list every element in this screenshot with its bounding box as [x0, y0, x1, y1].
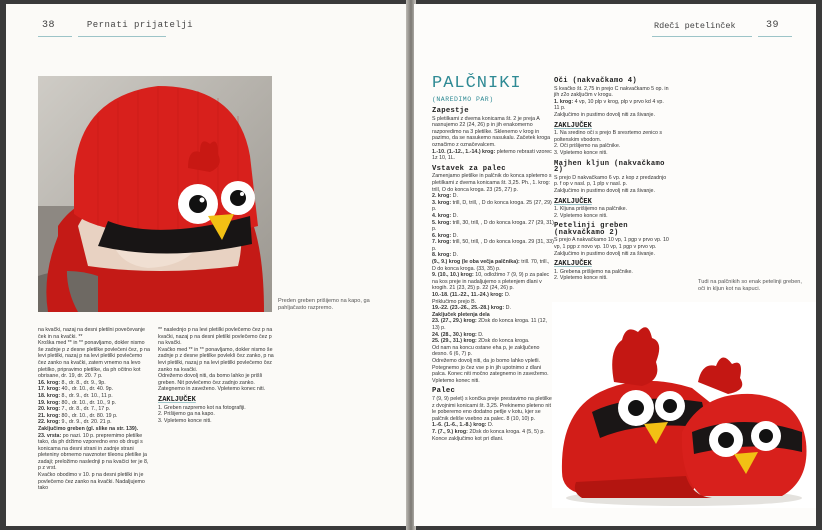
- row-label: 20. krog:: [38, 406, 61, 413]
- row-label: 3. krog:: [432, 199, 452, 206]
- right-page: [414, 4, 816, 526]
- pattern-line: [554, 86, 670, 99]
- row-text: D.: [476, 331, 484, 338]
- row-text: S pletilkami z dvema konicama št. 2 je preja A nasnujemo 22 (24, 26) p in jih enakomerno razporedimo na 3 pletilke. Sklenemo v krog in pazimo, da se nasukemo nasukalu. Začetek kroga označimo z označevalcem.: [432, 115, 551, 148]
- pattern-line: [432, 272, 554, 292]
- pattern-line: [432, 259, 554, 272]
- row-text: 40., dr. 10., dr. 40. 9p.: [60, 386, 114, 393]
- pattern-line: [554, 112, 670, 119]
- row-text: 3. Vpletemo konce niti.: [158, 417, 212, 424]
- row-text: 3. Vpletemo konce niti.: [554, 149, 608, 156]
- child-in-rooster-hat-image: [38, 76, 272, 312]
- row-text: D.: [503, 292, 511, 299]
- row-text: trill, D, trill, , D do konca kroga. 25 (27, 29) p.: [432, 199, 552, 213]
- row-text: D.: [504, 305, 511, 312]
- pattern-line: [554, 275, 670, 282]
- row-text: 2. Vpletemo konce niti.: [554, 275, 608, 282]
- row-text: Zaključimo in pustimo dovolj niti za šivanje.: [554, 250, 655, 257]
- section-heading: Oči (nakvačkamo 4): [554, 77, 638, 85]
- folio-rule: [652, 36, 752, 37]
- row-label: 18. krog:: [38, 392, 61, 399]
- pattern-line: [432, 193, 554, 200]
- pattern-line: [432, 173, 554, 193]
- pattern-line: [158, 327, 276, 347]
- pattern-line: [158, 411, 276, 418]
- row-text: 1. Kljuna prišijemo na palčnike.: [554, 206, 628, 213]
- row-text: Odrežemo dovolj niti, da jo bomo lahko vpletli. Potegnemo jo čez vse p in jih upotnimo z dlani palca. Konec niti močno zategnemo in zavežemo. Vpletemo konec niti.: [432, 357, 549, 384]
- row-text: 1. Greben razpremo kot na fotografiji.: [158, 404, 246, 411]
- row-label: 10.-18. (11.-22., 11.-24.) krog:: [432, 292, 504, 299]
- row-label: 4. krog:: [432, 212, 452, 219]
- row-text: D.: [451, 193, 458, 200]
- section-heading: Zapestje: [432, 107, 469, 115]
- row-label: 5. krog:: [432, 219, 452, 226]
- row-text: 8., dr. 8., dr. 9., 9p.: [60, 379, 106, 386]
- row-text: 7 (9, 9) pelet) s končka preje prestavimo na pletilke z dvojnimi konicami št. 3,25. Prekinemo pleteno nit le poberemo eno dodatno petlje v kotu, kjer se palčnik deliše vsebno za palec. 8 (10, 10) p.: [432, 395, 552, 422]
- pattern-line: [554, 269, 670, 276]
- pattern-line: [38, 426, 150, 433]
- pattern-column-2-body: [158, 327, 276, 393]
- pattern-line: [432, 305, 554, 312]
- row-label: 17. krog:: [38, 386, 61, 393]
- pattern-line: [554, 143, 670, 150]
- pattern-line: [554, 175, 670, 188]
- row-text: S prejo A nakvačkamo 10 vp, 1 pgp v prvo vp. 10 vp, 1 pgp z novo vp. 10 vp, 1 pgp v prvo vp.: [554, 237, 669, 251]
- pattern-line: [38, 472, 150, 492]
- row-text: Od nam na koncu ostane eha p, je zaključeno desno. 6 (6, 7) p.: [432, 344, 540, 358]
- row-text: trill, 30, trill, , D do konca kroga. 27 (29, 31) p.: [432, 219, 554, 233]
- row-label: 23. (27., 29.) krog:: [432, 318, 477, 325]
- row-label: Zaključek pletenja dela: [432, 311, 490, 318]
- pattern-line: [554, 130, 670, 143]
- pattern-column-1: [432, 108, 554, 442]
- row-text: 10, odložimo 7 (9, 9) p za palec na kos preje in nadaljujemo s pletenjem dlani v krogih. 21 (23, 25) p. 22 (24, 26) p.: [432, 272, 550, 292]
- row-label: Zaključimo greben (gl. slike na str. 139).: [38, 425, 139, 432]
- pattern-line: [432, 436, 554, 443]
- pattern-line: [432, 299, 554, 306]
- pattern-line: [554, 206, 670, 213]
- row-text: Zaključimo in pustimo dovolj niti za šivanje.: [554, 187, 655, 194]
- pattern-column-1: [38, 327, 150, 492]
- row-text: Priklučimo prejo B.: [432, 298, 477, 305]
- pattern-line: [432, 332, 554, 339]
- row-text: Kvačko obodimo v 10. p na desni pletilki in je povlečemo čez zanko na kvački. Nadaljujemo tako: [38, 472, 145, 492]
- mittens-photo: [552, 302, 816, 508]
- row-text: trill, 50, trill, , D do konca kroga. 29 (31, 33) p.: [432, 239, 554, 252]
- pattern-title: PALČNIKI: [432, 74, 522, 93]
- row-text: na kvački, nazaj na desni pletilni povečevanje ček in na kvački. **: [38, 327, 145, 340]
- pattern-line: [38, 327, 150, 340]
- row-label: 21. krog:: [38, 412, 61, 419]
- pattern-line: [432, 200, 554, 213]
- pattern-line: [38, 433, 150, 473]
- pattern-line: [554, 99, 670, 112]
- section-heading: Vstavek za palec: [432, 164, 506, 173]
- page-number: 39: [766, 20, 780, 31]
- pattern-line: [38, 419, 150, 426]
- photo-caption: Tudi na palčnikih so enak petelinji greben, oči in kljun kot na kapuci.: [698, 279, 802, 293]
- pattern-column-2: [554, 78, 670, 282]
- right-folio: [766, 20, 779, 31]
- row-text: Zamenjamo pletilke in palčnik do konca spletemo s pletilkami z dvema konicama št. 3,25. Ph., 1. krog: trill, O do konca kroga. 23 (25, 27) p.: [432, 173, 552, 193]
- row-label: 25. (29., 31.) krog:: [432, 338, 477, 345]
- row-text: ** naslednjo p na levi pletilki povlečemo čez p na kvački, nazaj p na desni pletilki povlečemo čez p na kvački.: [158, 327, 273, 347]
- row-label: 19. krog:: [38, 399, 61, 406]
- row-label: 1.-10. (1.-12., 1.-14.) krog:: [432, 148, 496, 155]
- pattern-line: [38, 413, 150, 420]
- row-text: D.: [451, 212, 458, 219]
- row-text: D.: [486, 422, 494, 429]
- row-text: 2Dsk do konca kroga. 11 (12, 13) p.: [432, 318, 548, 331]
- row-text: 2. Vpletemo konce niti.: [554, 212, 608, 219]
- pattern-line: [432, 312, 554, 319]
- pattern-line: [432, 213, 554, 220]
- running-title-right: Rdeči petelinček: [654, 21, 736, 31]
- row-label: 16. krog:: [38, 379, 61, 386]
- pattern-line: [432, 358, 554, 384]
- finishing-heading: ZAKLJUČEK: [554, 260, 592, 269]
- finishing-heading: ZAKLJUČEK: [554, 121, 592, 130]
- row-text: 2. Oči prišijemo na palčnike.: [554, 143, 621, 150]
- pattern-line: [554, 237, 670, 250]
- row-text: 9., dr. 9., dr. 20. 21 p.: [60, 419, 112, 426]
- pattern-line: [38, 380, 150, 387]
- left-page: [6, 4, 408, 526]
- row-text: 80., dr. 10., dr. 80. 19 p.: [60, 412, 118, 419]
- row-text: 2. Prišijemo ga na kapo.: [158, 411, 215, 418]
- row-text: 80., dr. 10., dr. 10., 9 p.: [60, 399, 117, 406]
- section-heading: Petelinji greben (nakvačkamo 2): [554, 222, 628, 237]
- finishing-steps: [158, 405, 276, 425]
- finishing-heading: ZAKLJUČEK: [554, 197, 592, 206]
- pattern-line: [432, 429, 554, 436]
- row-text: 8., dr. 9., dr. 10., 11 p.: [60, 392, 113, 399]
- row-label: 1. krog:: [554, 98, 574, 105]
- pattern-line: [432, 239, 554, 252]
- row-text: trill. 70, trill., D do konca kroga. (33, 35) p.: [432, 259, 550, 272]
- left-folio: [42, 20, 193, 31]
- running-title: Pernati prijatelji: [86, 20, 194, 30]
- row-text: 4 vp, 10 plp v krog, plp v prvo kd 4 vp. 11 p.: [554, 98, 664, 112]
- rooster-mittens-image: [552, 302, 816, 508]
- row-label: 6. krog:: [432, 232, 452, 239]
- row-label: 7. (7., 9.) krog:: [432, 428, 468, 435]
- row-label: 2. krog:: [432, 193, 452, 200]
- pattern-line: [554, 150, 670, 157]
- row-text: 7., dr. 8., dr. 7., 17 p.: [60, 406, 111, 413]
- row-label: 7. krog:: [432, 239, 452, 246]
- pattern-line: [38, 340, 150, 380]
- row-label: 22. krog:: [38, 419, 61, 426]
- pattern-line: [432, 318, 554, 331]
- pattern-line: [432, 338, 554, 345]
- row-text: Kroška med ** in ** ponavljamo, dokler nismo še zadnje p z desne pletilke povlečeni čez, p na levi pletilki, nazaj p na levi pletilki povlečemo čez zanko na kvački, zatem vrnemo na levo pletilko, pripravimo pletilke, da ph očitno kot obrisane, dr. 19, dr. 20. 7 p.: [38, 340, 150, 380]
- pattern-line: [432, 252, 554, 259]
- row-label: 9. (10., 10.) krog:: [432, 272, 474, 279]
- row-text: D.: [451, 232, 458, 239]
- pattern-column-2: [158, 327, 276, 424]
- pattern-line: [432, 220, 554, 233]
- folio-rule: [758, 36, 792, 37]
- row-text: pletemo rebrasti vzorec 1z 10, 1L.: [432, 148, 552, 162]
- row-text: 1. Grebena prišijemo na palčnike.: [554, 268, 633, 275]
- pattern-line: [554, 188, 670, 195]
- pattern-line: [38, 406, 150, 413]
- pattern-line: [432, 345, 554, 358]
- pattern-line: [38, 400, 150, 407]
- section-heading: Majhen kljun (nakvačkamo 2): [554, 159, 665, 175]
- pattern-line: [432, 422, 554, 429]
- pattern-subtitle: (NAREDIMO PAR): [432, 96, 494, 103]
- pattern-line: [158, 373, 276, 393]
- row-text: Zaključimo in pustimo dovolj niti za šivanje.: [554, 111, 655, 118]
- pattern-line: [432, 396, 554, 422]
- row-text: po nazi. 10 p. prepremimo pletilke tako, da ph držimo vzporedno eno ob drugi s konicama na desni strani in zadnje strani pleteniny obrnemo navznoter tileonu pletilke ja zadaji; preložimo naslednji p na kvačici ter je 8, p z vrst.: [38, 432, 149, 472]
- pattern-line: [432, 292, 554, 299]
- row-text: 1. Na sredino oči s prejo B sresrtemo zenico s poltenskim vbodom.: [554, 130, 663, 143]
- row-label: 19.-22. (23.-26., 25.-28.) krog:: [432, 305, 505, 312]
- child-hat-photo: [38, 76, 272, 312]
- pattern-line: [158, 347, 276, 373]
- row-label: 8. krog:: [432, 252, 452, 259]
- pattern-line: [158, 405, 276, 412]
- folio-rule: [78, 36, 166, 37]
- pattern-line: [38, 386, 150, 393]
- row-label: 23. vrsta:: [38, 432, 62, 439]
- page-number: 38: [42, 20, 56, 31]
- row-text: S kvačko št. 2,75 in prejo C nakvačkamo 5 op. in jih z2o zaključim v krogu.: [554, 85, 669, 99]
- row-label: 1.-6. (1.-6., 1.-8.) krog:: [432, 422, 487, 429]
- row-text: 2Dsk do konca kroga. 4 (5, 5) p.: [467, 428, 545, 435]
- pattern-line: [554, 213, 670, 220]
- section-heading: Palec: [432, 387, 456, 396]
- row-text: S prejo D nakvačkamo 6 vp. z kop z predzadnjo p. f op v nasl. p, 1 plp v nasl. p.: [554, 174, 667, 188]
- row-text: D.: [451, 252, 458, 259]
- photo-caption: Preden greben prišijemo na kapo, ga pahljačasto razpremo.: [278, 298, 370, 312]
- row-text: Kvačko med ** in ** ponavljamo, dokler nismo še zadnje p z desne pletilke povlekli čez zanko, p na levi pletilki, nazaj p na levi pletilki povlečemo čez zanko na kvački.: [158, 346, 274, 373]
- pattern-line: [432, 233, 554, 240]
- finishing-heading: ZAKLJUČEK: [158, 395, 196, 404]
- row-label: 24. (28., 30.) krog:: [432, 331, 477, 338]
- pattern-line: [432, 116, 554, 149]
- pattern-line: [432, 149, 554, 162]
- row-text: Odrežemo dovolj niti, da bomo lahko je prišli greben. Nit povlečemo čez zadnjo zanko. Zategnemo in zaveženo. Vpletemo konec niti.: [158, 373, 266, 393]
- row-text: Konce zaključimo kot pri dlani.: [432, 435, 504, 442]
- row-text: 2Dsk do konca kroga.: [476, 338, 530, 345]
- folio-rule: [38, 36, 72, 37]
- pattern-line: [38, 393, 150, 400]
- row-label: (9., 9.) krog (le oba večja palčnika):: [432, 259, 520, 266]
- pattern-line: [554, 251, 670, 258]
- pattern-line: [158, 418, 276, 425]
